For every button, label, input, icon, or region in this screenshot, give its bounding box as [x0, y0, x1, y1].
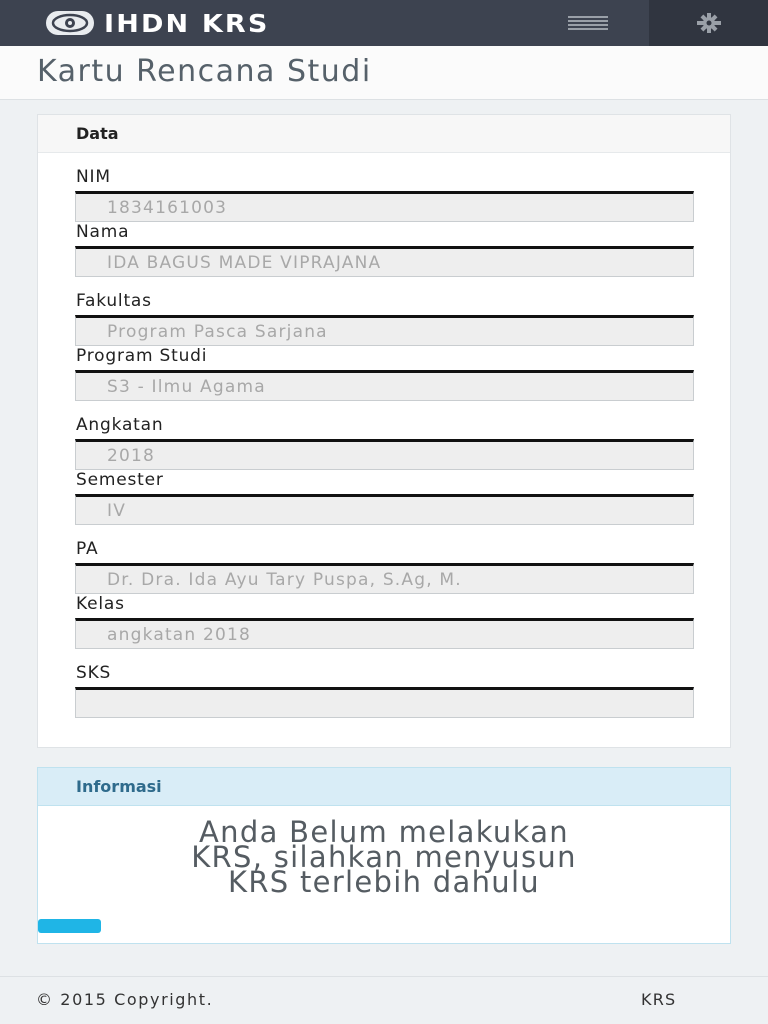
- pa-field[interactable]: [75, 563, 694, 594]
- program-studi-field[interactable]: [75, 370, 694, 401]
- info-panel: [37, 767, 731, 944]
- kelas-field[interactable]: [75, 618, 694, 649]
- brand[interactable]: [46, 8, 270, 38]
- krs-action-button[interactable]: [38, 919, 101, 933]
- sks-field[interactable]: [75, 687, 694, 718]
- angkatan-label: Angkatan: [76, 415, 164, 435]
- nim-label: NIM: [76, 167, 111, 187]
- info-message-line: KRS, silahkan menyusun: [191, 840, 577, 874]
- info-message-line: KRS terlebih dahulu: [228, 865, 540, 899]
- nim-field[interactable]: [75, 191, 694, 222]
- sks-label: SKS: [76, 663, 112, 683]
- data-panel-heading: Data: [38, 115, 730, 153]
- logo-icon: [46, 11, 94, 35]
- footer-krs-link[interactable]: KRS: [641, 990, 677, 1009]
- footer: [0, 976, 768, 1024]
- program-studi-label: Program Studi: [76, 346, 208, 366]
- info-message: [38, 815, 730, 899]
- nama-field[interactable]: [75, 246, 694, 277]
- semester-label: Semester: [76, 470, 164, 490]
- nama-label: Nama: [76, 222, 130, 242]
- fakultas-field[interactable]: [75, 315, 694, 346]
- copyright-text: © 2015 Copyright.: [36, 990, 214, 1009]
- brand-title: IHDN KRS: [104, 8, 270, 38]
- semester-field[interactable]: [75, 494, 694, 525]
- pa-label: PA: [76, 539, 99, 559]
- data-panel: [37, 114, 731, 748]
- menu-toggle-button[interactable]: [560, 8, 616, 38]
- fakultas-label: Fakultas: [76, 291, 152, 311]
- kelas-label: Kelas: [76, 594, 125, 614]
- top-navbar: [0, 0, 768, 46]
- info-panel-heading: Informasi: [38, 768, 730, 806]
- angkatan-field[interactable]: [75, 439, 694, 470]
- info-message-line: Anda Belum melakukan: [199, 815, 569, 849]
- settings-button[interactable]: [649, 0, 768, 46]
- page-header: [0, 46, 768, 100]
- gear-icon: [691, 13, 727, 33]
- hamburger-icon: [568, 15, 608, 31]
- page-title: Kartu Rencana Studi: [37, 54, 372, 89]
